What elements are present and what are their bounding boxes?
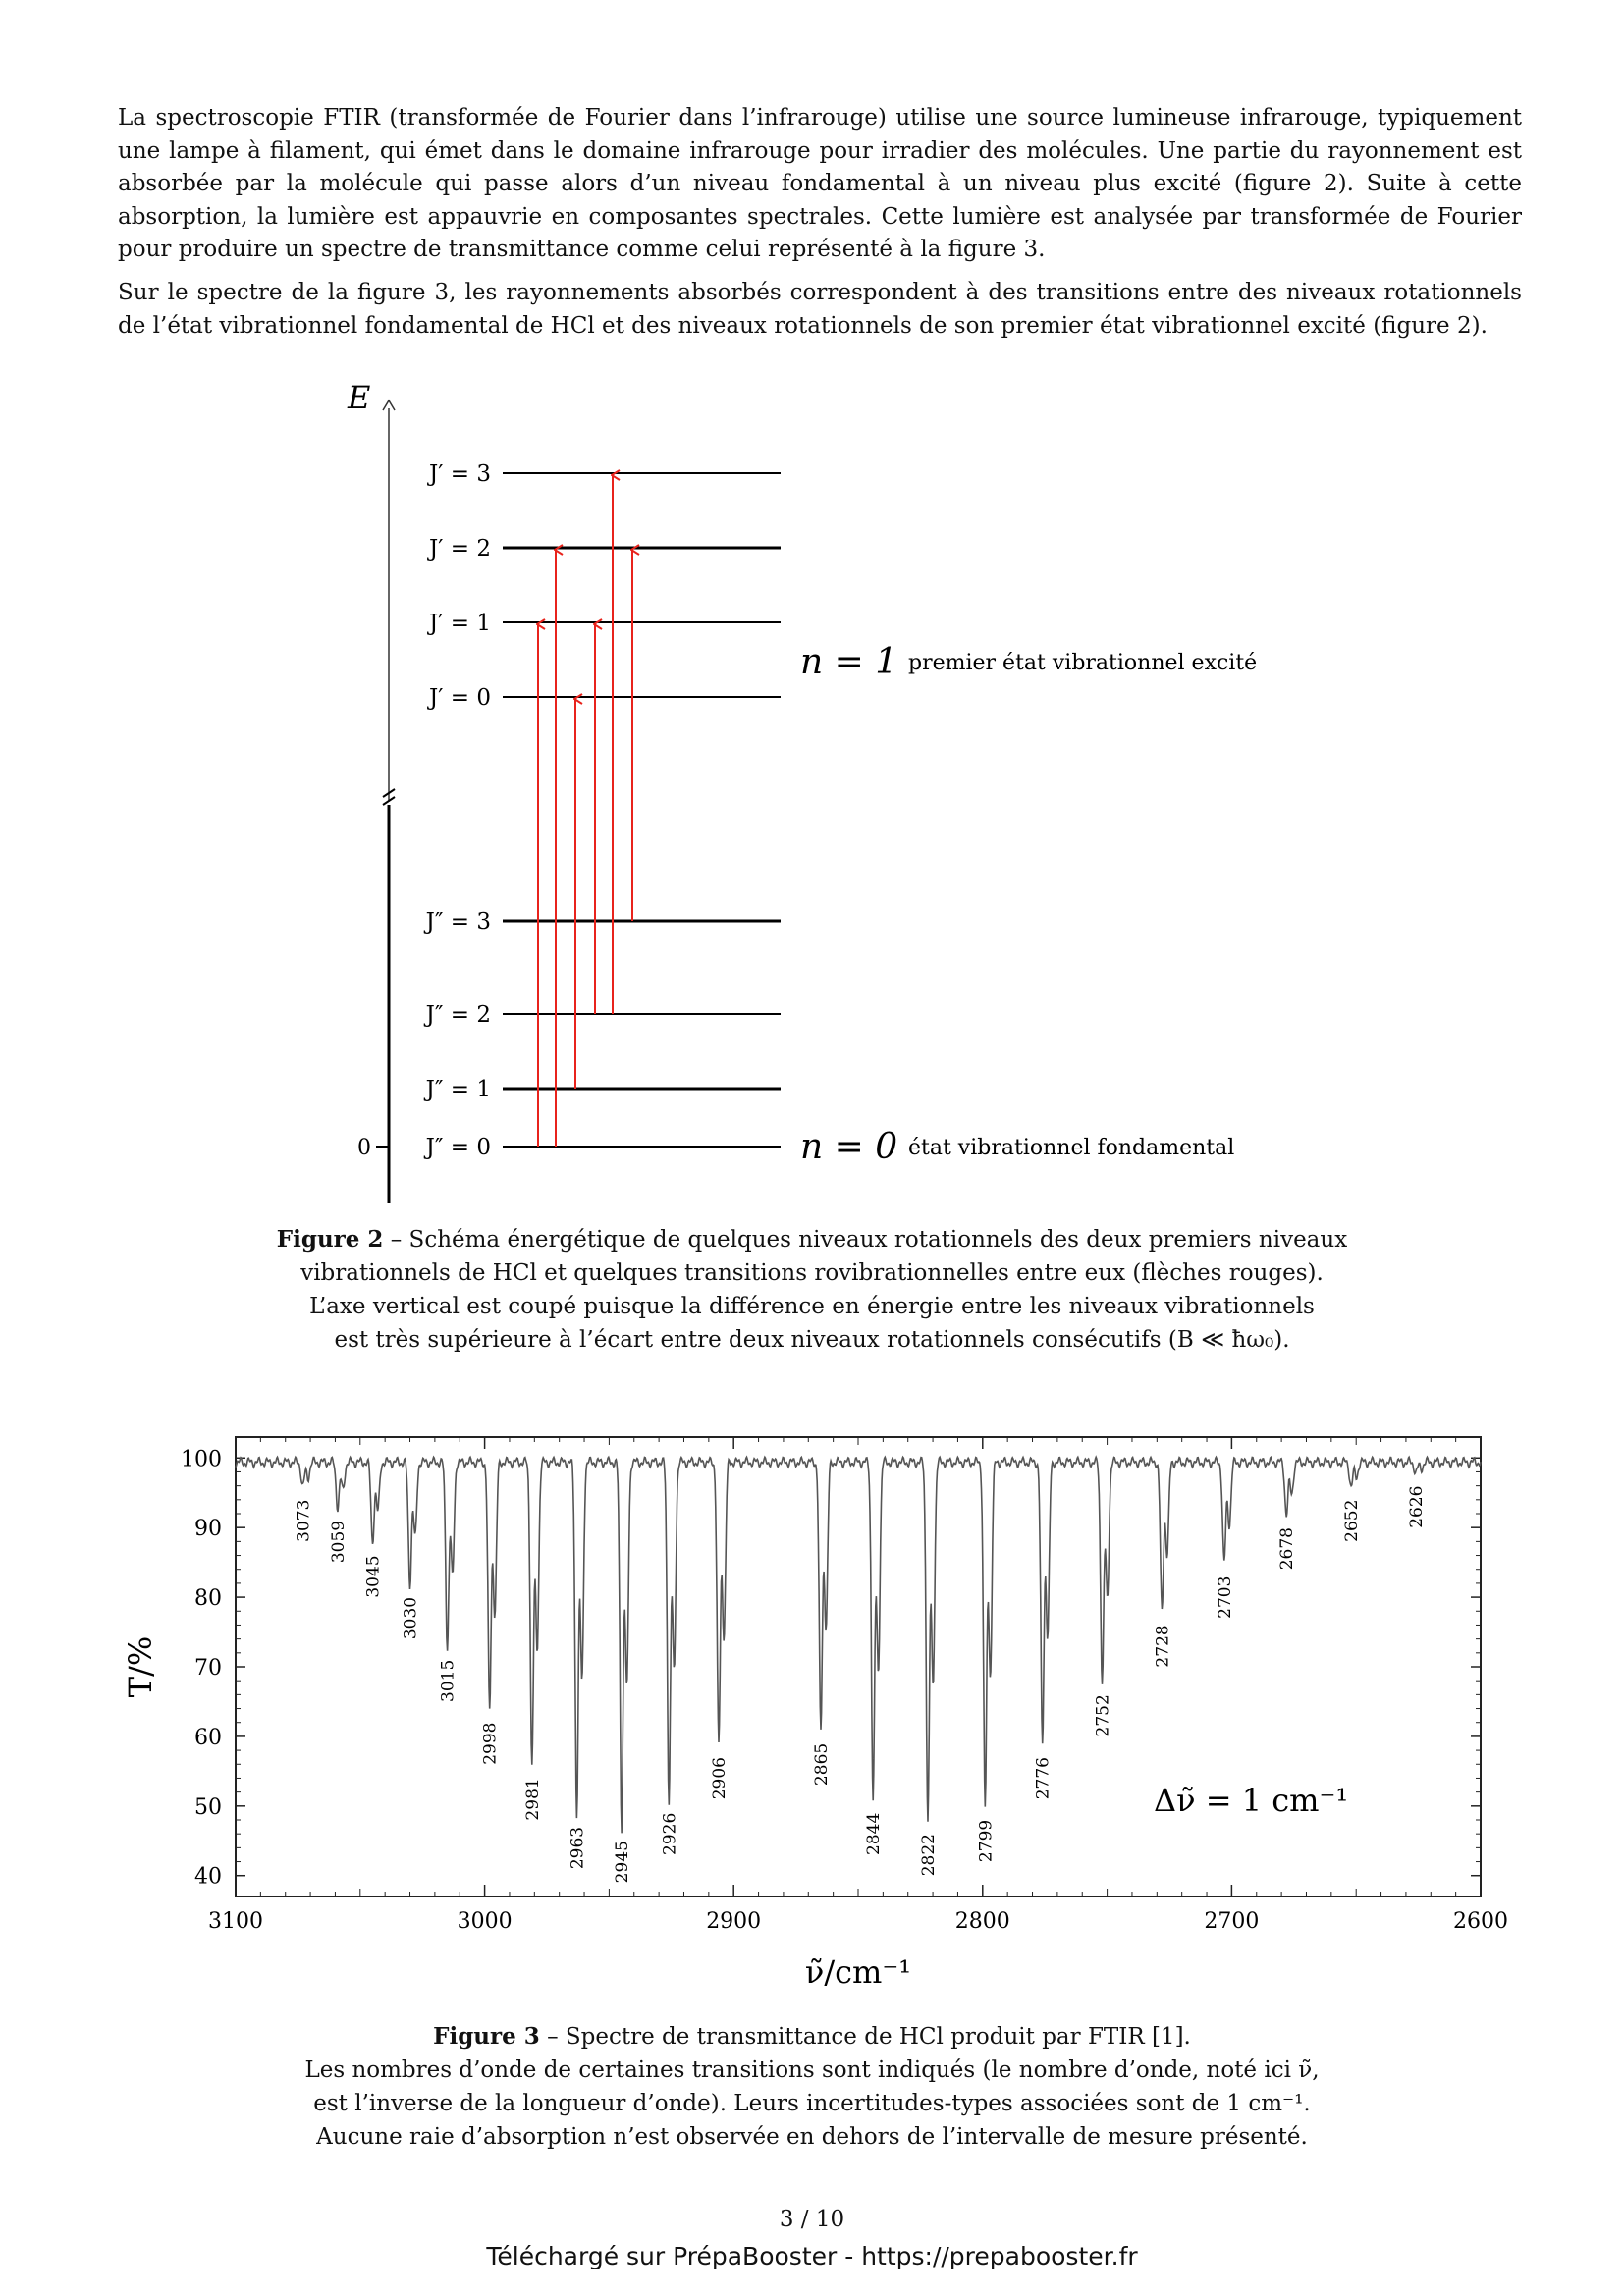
- peak-label: 2626: [1407, 1485, 1428, 1528]
- intro-paragraph-2: Sur le spectre de la figure 3, les rayonnements absorbés correspondent à des transitions entre des niveaux rotationnels de l’état vibrationnel fondamental de HCl et des niveaux rotationnels de son premier état vibrationnel excité (figure 2).: [118, 280, 1522, 339]
- upper-level-label: J′ = 3: [429, 461, 491, 487]
- peak-label: 2728: [1153, 1625, 1173, 1668]
- energy-axis-label: E: [348, 379, 371, 416]
- y-tick-label: 70: [194, 1656, 222, 1681]
- peak-label: 3073: [294, 1499, 314, 1542]
- peak-label: 2926: [660, 1812, 680, 1855]
- energy-zero-label: 0: [357, 1136, 371, 1160]
- intro-paragraph-1: La spectroscopie FTIR (transformée de Fourier dans l’infrarouge) utilise une source lumineuse infrarouge, typiquement une lampe à filament, qui émet dans le domaine infrarouge pour irradier des molécules. Une partie du rayonnement est absorbée par la molécule qui passe alors d’un niveau fondamental à un niveau plus excité (figure 2). Suite à cette absorption, la lumière est appauvrie en composantes spectrales. Cette lumière est analysée par transformée de Fourier pour produire un spectre de transmittance comme celui représenté à la figure 3.: [118, 105, 1522, 262]
- peak-label: 3059: [329, 1520, 349, 1564]
- n0-label: n = 0: [800, 1127, 898, 1167]
- peak-label: 2776: [1033, 1757, 1054, 1800]
- peak-labels: [295, 1486, 1428, 1884]
- spectrum-line: [236, 1457, 1481, 1833]
- x-tick-label: 3000: [457, 1909, 513, 1934]
- n1-description: premier état vibrationnel excité: [908, 651, 1258, 675]
- peak-label: 2998: [480, 1722, 501, 1765]
- energy-level-diagram: [0, 373, 1624, 1217]
- y-tick-label: 40: [194, 1864, 222, 1890]
- figure3-caption-label: Figure 3: [433, 2023, 540, 2050]
- y-tick-label: 90: [194, 1517, 222, 1542]
- peak-label: 2865: [812, 1742, 832, 1787]
- figure2-caption: [0, 1223, 1624, 1357]
- peak-label: 2844: [864, 1812, 885, 1855]
- x-tick-label: 2800: [954, 1909, 1010, 1934]
- plot-frame: [236, 1437, 1481, 1896]
- peak-label: 2981: [522, 1778, 543, 1821]
- y-tick-label: 50: [194, 1794, 222, 1820]
- peak-label: 2652: [1342, 1499, 1363, 1542]
- x-axis-ticks: [208, 1437, 1508, 1934]
- x-tick-label: 3100: [208, 1909, 263, 1934]
- y-tick-label: 60: [194, 1725, 222, 1750]
- upper-level-label: J′ = 2: [429, 536, 491, 561]
- transmittance-spectrum: [0, 1423, 1624, 2002]
- figure3-caption-line-2: Les nombres d’onde de certaines transitions sont indiqués (le nombre d’onde, noté ici ν̃,: [304, 2057, 1320, 2083]
- peak-label: 2678: [1277, 1527, 1298, 1571]
- x-tick-label: 2900: [706, 1909, 762, 1934]
- upper-level-label: J′ = 0: [429, 685, 491, 711]
- x-tick-label: 2600: [1453, 1909, 1508, 1934]
- n1-label: n = 1: [800, 642, 898, 682]
- figure3-caption-line-3: est l’inverse de la longueur d’onde). Leurs incertitudes-types associées sont de 1 cm⁻¹.: [313, 2091, 1311, 2116]
- lower-level-label: J″ = 1: [425, 1077, 491, 1102]
- y-tick-label: 100: [181, 1447, 222, 1472]
- lower-level-label: J″ = 2: [425, 1002, 491, 1028]
- lower-level-label: J″ = 0: [425, 1135, 491, 1160]
- resolution-annotation: Δν̃ = 1 cm⁻¹: [1154, 1782, 1349, 1819]
- peak-label: 2822: [919, 1834, 939, 1877]
- download-footer: Téléchargé sur PrépaBooster - https://prepabooster.fr: [486, 2242, 1138, 2270]
- figure2-caption-line-2: vibrationnels de HCl et quelques transitions rovibrationnelles entre eux (flèches rouges).: [300, 1260, 1324, 1286]
- peak-label: 3030: [401, 1596, 421, 1640]
- x-axis-label: ν̃/cm⁻¹: [804, 1953, 912, 1991]
- transitions-group: [538, 475, 632, 1147]
- upper-level-label: J′ = 1: [429, 611, 491, 636]
- levels-group: [424, 461, 781, 1160]
- figure2-caption-line-4: est très supérieure à l’écart entre deux niveaux rotationnels consécutifs (B ≪ ħω₀).: [334, 1327, 1290, 1353]
- lower-level-label: J″ = 3: [425, 909, 491, 934]
- page-number: 3 / 10: [779, 2207, 845, 2232]
- peak-label: 2906: [710, 1757, 730, 1800]
- figure2-caption-line-3: L’axe vertical est coupé puisque la différence en énergie entre les niveaux vibrationnels: [309, 1294, 1315, 1319]
- figure2-caption-label: Figure 2: [276, 1226, 384, 1253]
- n0-description: état vibrationnel fondamental: [908, 1136, 1235, 1160]
- x-tick-label: 2700: [1204, 1909, 1260, 1934]
- figure3-caption-line-1: – Spectre de transmittance de HCl produit par FTIR [1].: [539, 2024, 1191, 2050]
- y-tick-label: 80: [194, 1586, 222, 1612]
- figure3-caption: [0, 2020, 1624, 2154]
- peak-label: 3015: [438, 1659, 459, 1702]
- figure2-caption-line-1: – Schéma énergétique de quelques niveaux rotationnels des deux premiers niveaux: [383, 1227, 1348, 1253]
- peak-label: 2752: [1093, 1694, 1113, 1737]
- y-axis-label: T/%: [122, 1635, 159, 1698]
- peak-label: 3045: [363, 1555, 384, 1598]
- peak-label: 2963: [568, 1826, 588, 1870]
- peak-label: 2703: [1215, 1575, 1235, 1619]
- peak-label: 2945: [613, 1841, 633, 1884]
- peak-label: 2799: [976, 1819, 997, 1863]
- figure3-caption-line-4: Aucune raie d’absorption n’est observée en dehors de l’intervalle de mesure présenté.: [316, 2124, 1308, 2150]
